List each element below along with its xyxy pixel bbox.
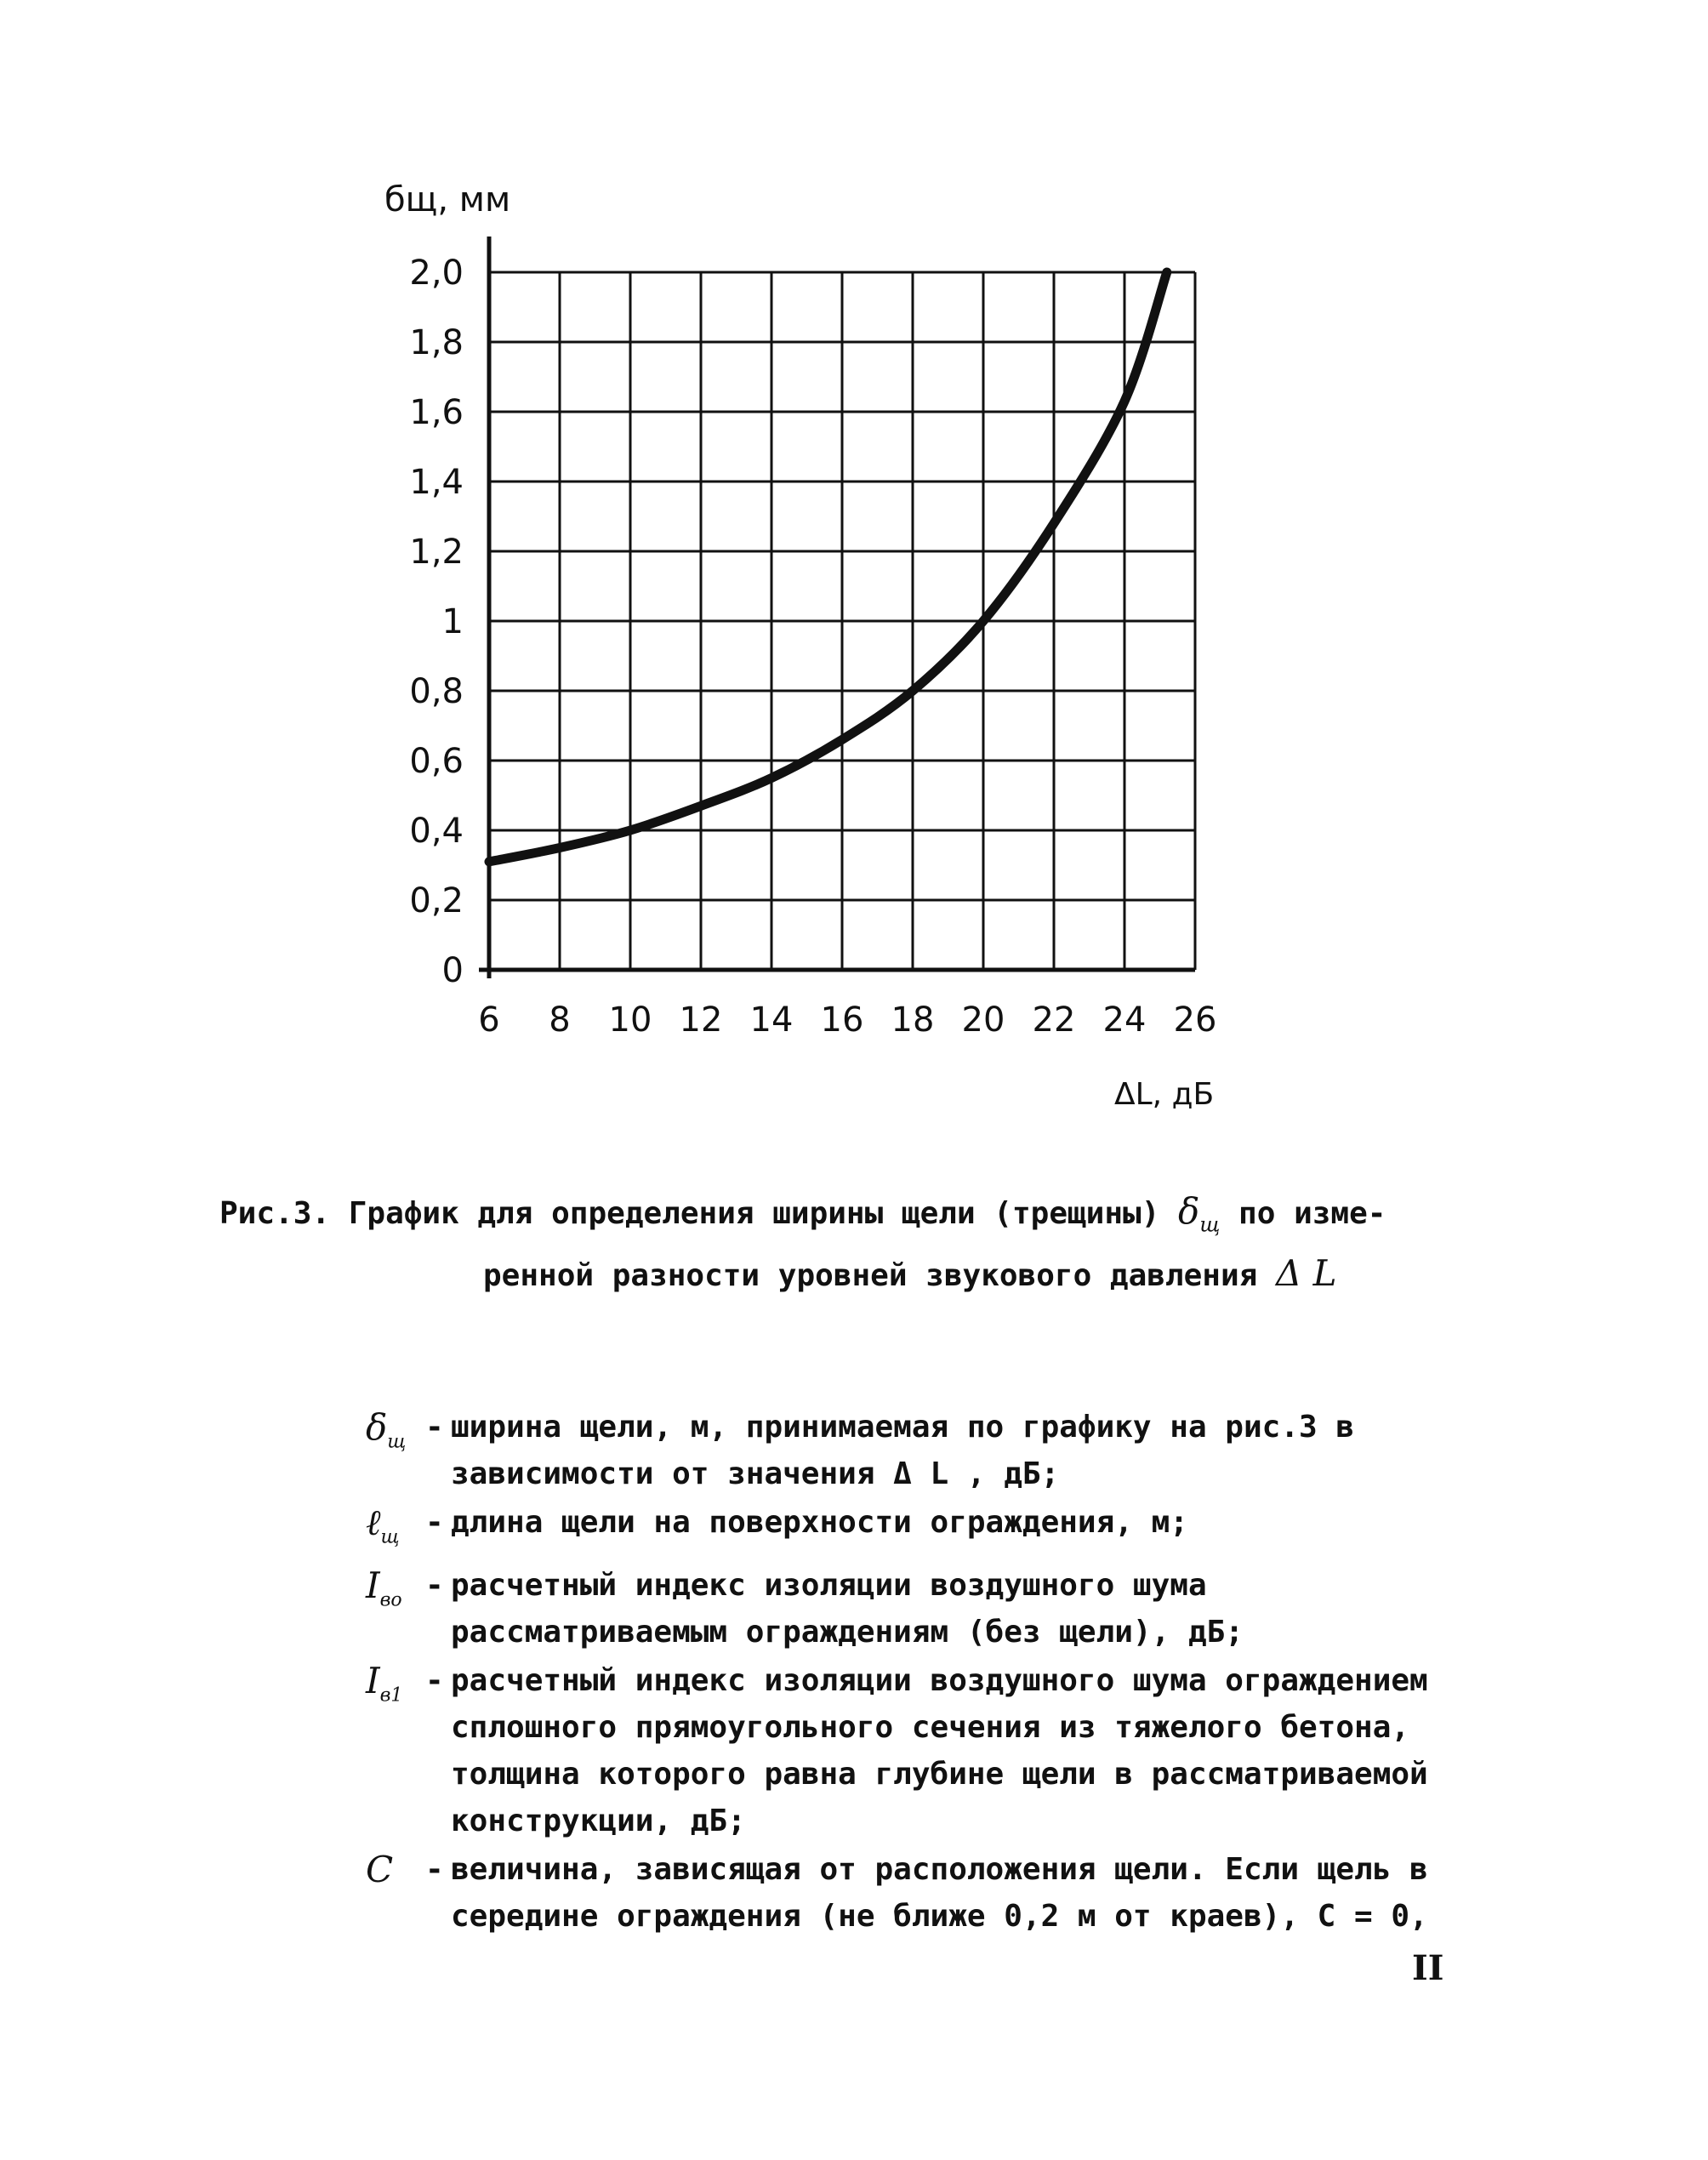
page-number: II [1412, 1948, 1444, 1988]
definition-item: $I_{во}$ - расчетный индекс изоляции воздушного шума рассматриваемым ограждениям (без щели), дБ; [366, 1562, 1472, 1656]
x-tick-label: 10 [608, 1000, 652, 1040]
x-axis-label: ΔL, дБ [1114, 1077, 1215, 1112]
y-tick-label: 0 [441, 951, 464, 990]
y-tick-label: 0,4 [409, 812, 464, 851]
figure-caption [219, 1187, 1512, 1301]
x-tick-label: 20 [961, 1000, 1005, 1040]
y-tick-label: 0,2 [409, 881, 464, 920]
series-line [489, 272, 1167, 862]
y-axis-label: бщ, мм [384, 180, 511, 219]
y-tick-label: 1,4 [409, 463, 464, 502]
definition-text: ширина щели, м, принимаемая по графику на рис.3 в зависимости от значения Δ L , дБ; [451, 1410, 1355, 1491]
y-tick-label: 0,8 [409, 672, 464, 711]
y-tick-label: 1,8 [409, 323, 464, 362]
y-tick-label: 2,0 [409, 254, 464, 293]
definition-symbol: $I_{во}$ [366, 1564, 402, 1611]
x-tick-label: 14 [749, 1000, 794, 1040]
definition-symbol: $\delta_щ$ [366, 1406, 407, 1453]
y-tick-label: 1,6 [409, 393, 464, 432]
chart-series [489, 272, 1167, 862]
caption-symbol: $\delta_щ$ [1178, 1190, 1221, 1237]
definition-text: расчетный индекс изоляции воздушного шума рассматриваемым ограждениям (без щели), дБ; [451, 1568, 1244, 1650]
chart-axes [479, 237, 1195, 978]
chart-tick-labels [409, 254, 1216, 1040]
x-tick-label: 22 [1032, 1000, 1076, 1040]
definition-text: расчетный индекс изоляции воздушного шума ограждением сплошного прямоугольного сечения из тяжелого бетона, толщина которого равна глубине щели в рассматриваемой конструкции, дБ; [451, 1663, 1428, 1839]
caption-line1-suffix: по изме- [1220, 1196, 1386, 1231]
definition-symbol: C [366, 1849, 394, 1891]
y-tick-label: 0,6 [409, 742, 464, 781]
caption-line2: ренной разности уровней звукового давления Δ L [483, 1252, 1337, 1295]
x-tick-label: 18 [891, 1000, 935, 1040]
x-tick-label: 16 [820, 1000, 864, 1040]
definition-item: ℓ$_щ$ - длина щели на поверхности ограждения, м; [366, 1499, 1472, 1560]
definition-item: C - величина, зависящая от расположения щели. Если щель в середине ограждения (не ближе 0,2 м от краев), C = 0, [366, 1846, 1472, 1940]
caption-line1-prefix: Рис.3. График для определения ширины щели (трещины) [219, 1196, 1179, 1231]
definition-symbol: $I_{в1}$ [366, 1660, 403, 1707]
x-tick-label: 24 [1102, 1000, 1147, 1040]
x-tick-label: 26 [1173, 1000, 1217, 1040]
definition-symbol: ℓ$_щ$ [366, 1502, 400, 1548]
definitions-list [366, 1404, 1472, 1941]
definition-item: $I_{в1}$ - расчетный индекс изоляции воздушного шума ограждением сплошного прямоугольного сечения из тяжелого бетона, толщина которого равна глубине щели в рассматриваемой конструкции, дБ; [366, 1657, 1472, 1844]
x-tick-label: 12 [679, 1000, 723, 1040]
definition-text: длина щели на поверхности ограждения, м; [451, 1505, 1188, 1540]
x-tick-label: 6 [478, 1000, 500, 1040]
definition-item: $\delta_щ$ - ширина щели, м, принимаемая по графику на рис.3 в зависимости от значения Δ L , дБ; [366, 1404, 1472, 1497]
x-tick-label: 8 [549, 1000, 571, 1040]
definition-text: величина, зависящая от расположения щели. Если щель в середине ограждения (не ближе 0,2 м от краев), C = 0, [451, 1852, 1428, 1935]
y-tick-label: 1,2 [409, 533, 464, 572]
y-tick-label: 1 [441, 602, 464, 641]
chart-grid [489, 272, 1195, 970]
